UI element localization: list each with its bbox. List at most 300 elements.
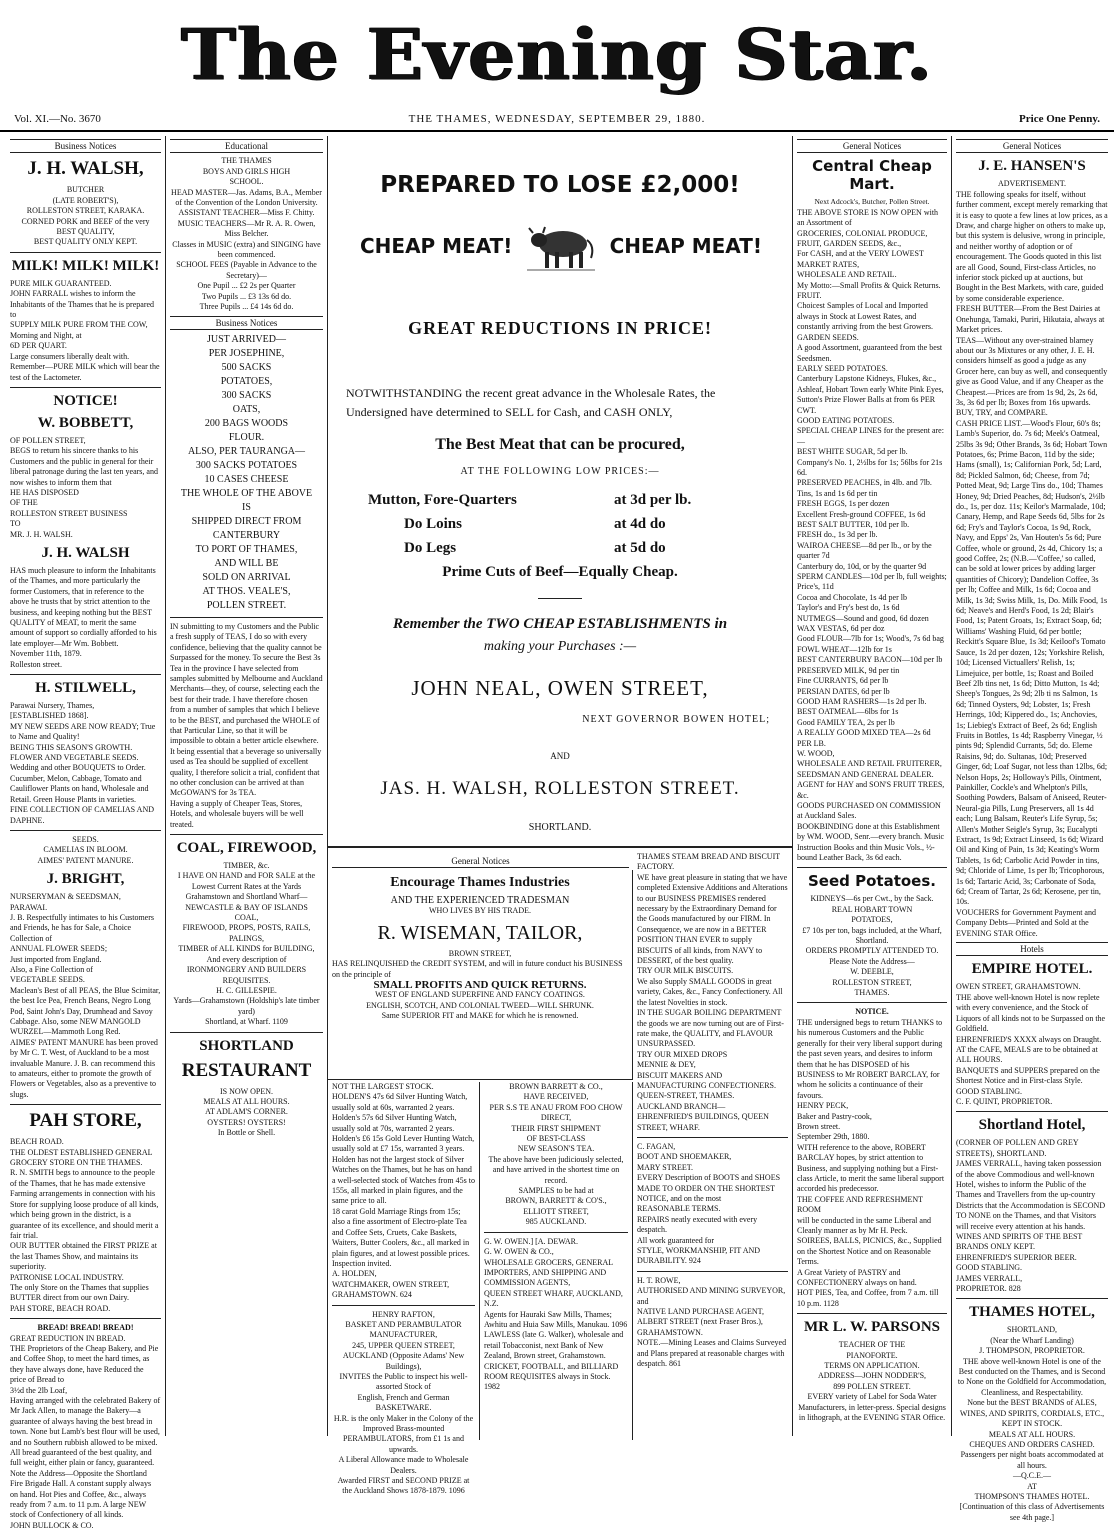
- cheap-meat-right: CHEAP MEAT!: [609, 234, 762, 258]
- ad-text-line: NATIVE LAND PURCHASE AGENT,: [637, 1307, 764, 1317]
- ad-text-line: PER S.S TE ANAU FROM FOO CHOW DIRECT,: [489, 1102, 623, 1123]
- ad-line: HAS RELINQUISHED the CREDIT SYSTEM, and will in future conduct his BUSINESS on the principle of: [332, 959, 623, 979]
- ad-title: PAH STORE,: [29, 1110, 142, 1132]
- ad-text-line: GOOD STABLING.: [956, 1263, 1023, 1273]
- ad-text-line: COAL,: [234, 913, 259, 923]
- holden-rafton: [328, 1082, 480, 1496]
- ad-text-line: 18 carat Gold Marriage Rings from 15s; also a fine assortment of Electro-plate Tea and Coffee Sets, Cruets, Cake Baskets, Waiters, Butter Coolers, &c., all marked in plain figures, and at lowest possible prices. Inspection invited.: [332, 1206, 470, 1268]
- ad-text-line: Morning and Night, at: [10, 330, 82, 340]
- ad-text-line: WHOLESALE GROCERS, GENERAL IMPORTERS, AND SHIPPING AND COMMISSION AGENTS,: [484, 1257, 613, 1288]
- ad-text-line: NEW SEASON'S TEA.: [517, 1144, 595, 1154]
- ad-text-line: OF BEST-CLASS: [526, 1134, 586, 1144]
- ad-text-line: JAMES VERRALL, having taken possession of the above Commodious and well-known Hotel, wishes to inform the Public of the Thames and Travellers from the up-country Districts that the Accommodation is SECOND TO NONE on the Thames, and that Visitors will receive every attention at his hands.: [956, 1159, 1106, 1231]
- ad-text-line: Passengers per night boats accommodated at all hours.: [960, 1450, 1104, 1470]
- ad-text-line: THE COFFEE AND REFRESHMENT ROOM: [797, 1194, 923, 1215]
- ad-text-line: CORNED PORK and BEEF of the very: [21, 216, 150, 226]
- ad-text-line: IN THE SUGAR BOILING DEPARTMENT the goods we are now turning out are of First-rate make, the QUALITY, and FLAVOUR UNSURPASSED.: [637, 1008, 784, 1049]
- ad-text-line: PRESERVED PEACHES, in 4lb. and 7lb. Tins, 1s and 1s 6d per tin: [797, 478, 932, 498]
- ad-text-line: PIANOFORTE.: [846, 1350, 898, 1360]
- ad-text-line: BEST QUALITY,: [56, 227, 115, 237]
- ad-title: NOTICE!: [53, 392, 118, 409]
- ad-text-line: BEING THIS SEASON'S GROWTH.: [10, 742, 133, 752]
- ad-text-line: J. THOMPSON, PROPRIETOR.: [979, 1346, 1085, 1356]
- ad-text-line: EVERY variety of Label for Soda Water Manufacturers, in letter-press. Special designs in lithograph, at the EVENING STAR Office.: [798, 1392, 946, 1423]
- ad-text-line: HAS much pleasure to inform the Inhabitants of the Thames, and more particularly the former Customers, that in reference to the above he trusts that by strict attention to the business, and keeping nothing but the BEST QUALITY of MEAT, to merit the same amount of support so cordially afforded to his late employer—Mr Wm. Bobbett.: [10, 565, 157, 648]
- ad-text-line: SCHOOL.: [229, 177, 264, 187]
- ad-text-line: REPAIRS neatly executed with every despatch.: [637, 1214, 758, 1235]
- ad-body: [10, 835, 161, 866]
- jas-walsh: JAS. H. WALSH, ROLLESTON STREET.: [380, 778, 740, 799]
- ad-text-line: Taylor's and Fry's best do, 1s 6d: [797, 603, 900, 613]
- column-general-notices-1: [792, 136, 952, 1436]
- ad-line: WHO LIVES BY HIS TRADE.: [429, 906, 531, 916]
- prices-intro: AT THE FOLLOWING LOW PRICES:—: [460, 466, 660, 477]
- ad-text-line: QUEEN-STREET, THAMES.: [637, 1091, 735, 1101]
- ad-text-line: None but the BEST BRANDS of ALES, WINES, AND SPIRITS, CORDIALS, ETC., KEPT IN STOCK.: [959, 1398, 1105, 1429]
- ad-text-line: FOWL WHEAT—12lb for 1s: [797, 644, 892, 654]
- ad-text-line: [Continuation of this class of Advertisements see 4th page.]: [959, 1502, 1105, 1522]
- ad-text-line: NOT THE LARGEST STOCK.: [332, 1082, 434, 1091]
- ad-text-line: Canterbury do, 10d, or by the quarter 9d: [797, 561, 927, 571]
- ad-text-line: THE WHOLE OF THE ABOVE: [180, 487, 313, 499]
- ad-title: MR L. W. PARSONS: [804, 1319, 940, 1336]
- ad-text-line: TERMS ON APPLICATION.: [824, 1361, 920, 1371]
- ad-title: THAMES HOTEL,: [969, 1304, 1095, 1321]
- ad-text-line: GROCERIES, COLONIAL PRODUCE, FRUIT, GARDEN SEEDS, &c.,: [797, 228, 928, 249]
- ad-text-line: £7 10s per ton, bags included, at the Wharf, Shortland.: [802, 925, 942, 946]
- price: Price One Penny.: [1019, 113, 1100, 125]
- ad-text-line: NOTE.—Mining Leases and Claims Surveyed and Plans prepared at reasonable charges with despatch. 861: [637, 1338, 787, 1369]
- ad-body: [637, 1276, 788, 1370]
- ad-text-line: FRESH EGGS, 1s per dozen: [797, 499, 890, 509]
- ad-title: Seed Potatoes.: [808, 872, 936, 891]
- section-heading: Hotels: [956, 942, 1108, 956]
- ad-text-line: IS: [242, 501, 251, 513]
- section-heading: General Notices: [797, 139, 947, 153]
- ad-text-line: (Near the Wharf Landing): [990, 1335, 1074, 1345]
- ad-text-line: In Bottle or Shell.: [217, 1128, 276, 1138]
- ad-text-line: HENRY RAFTON,: [372, 1309, 435, 1319]
- section-heading: Educational: [170, 139, 323, 153]
- ad-text-line: BOOKBINDING done at this Establishment by WM. WOOD, Senr.—every branch. Music Instruction Books and thin Music Vols., ½-bound Leather Back, 3s 6d each.: [797, 821, 945, 862]
- ad-text-line: SHIPPED DIRECT FROM: [191, 515, 302, 527]
- ad-title: Central Cheap Mart.: [812, 157, 932, 194]
- ad-text-line: SCHOOL FEES (Payable in Advance to the Secretary)—: [176, 260, 317, 280]
- ad-text-line: OYSTERS! OYSTERS!: [207, 1117, 286, 1127]
- ad-body: [956, 1325, 1108, 1523]
- ad-text-line: W. DEEBLE,: [850, 967, 894, 977]
- ad-text-line: ANNUAL FLOWER SEEDS;: [10, 944, 108, 954]
- ad-body: [332, 1082, 475, 1301]
- ad-text-line: HOLDEN'S 47s 6d Silver Hunting Watch, usually sold at 60s, warranted 2 years. Holden's 57s 6d Silver Hunting Watch, usually sold at 70s, warranted 2 years. Holden's £6 15s Gold Lever Hunting Watch, usually sold at £7 15s, warranted 3 years.: [332, 1092, 475, 1154]
- ad-text-line: AT: [1027, 1481, 1037, 1491]
- ad-text-line: Baker and Pastry-cook,: [797, 1111, 872, 1121]
- ad-text-line: BOOT AND SHOEMAKER,: [637, 1152, 732, 1162]
- ad-text-line: MADE TO ORDER ON THE SHORTEST NOTICE, and on the most: [637, 1183, 775, 1203]
- and-text: AND: [550, 751, 570, 761]
- ad-title: R. WISEMAN, TAILOR,: [377, 921, 583, 944]
- ad-text-line: TO: [10, 519, 21, 529]
- ad-text-line: ASSISTANT TEACHER—Miss F. Chitty.: [178, 208, 315, 218]
- ad-text-line: POLLEN STREET.: [206, 599, 287, 611]
- ad-title: J. E. HANSEN'S: [978, 158, 1086, 175]
- ad-text-line: AT THOS. VEALE'S,: [202, 585, 291, 597]
- ad-body: [332, 1310, 475, 1497]
- ad-text-line: THEIR FIRST SHIPMENT: [511, 1123, 601, 1133]
- biscuit-fagan-rowe: [633, 852, 792, 1440]
- ad-text-line: OUR BUTTER obtained the FIRST PRIZE at the last Thames Show, and maintains its superiority.: [10, 1241, 157, 1272]
- ad-text-line: AT the CAFE, MEALS are to be obtained at ALL HOURS.: [956, 1044, 1098, 1065]
- ad-text-line: 200 BAGS WOODS: [204, 417, 289, 429]
- ad-text-line: GOOD STABLING.: [956, 1086, 1023, 1096]
- ad-text-line: AUTHORISED AND MINING SURVEYOR, and: [637, 1286, 786, 1306]
- ad-text-line: ADDRESS—JOHN NODDER'S,: [817, 1371, 927, 1381]
- ad-text-line: 899 POLLEN STREET.: [833, 1381, 911, 1391]
- ad-text-line: Also, a Fine Collection of: [10, 964, 93, 974]
- ad-text-line: AUCKLAND BRANCH—: [637, 1101, 726, 1111]
- ad-text-line: SOIREES, BALLS, PICNICS, &c., Supplied on the Shortest Notice and on Reasonable Terms.: [797, 1236, 942, 1267]
- ad-text-line: BEST QUALITY ONLY KEPT.: [33, 237, 138, 247]
- ad-text-line: A good Assortment, guaranteed from the best Seedsmen.: [797, 343, 943, 363]
- ad-body: [10, 1137, 161, 1314]
- issue-date: THE THAMES, WEDNESDAY, SEPTEMBER 29, 1880.: [408, 113, 706, 125]
- ad-text-line: BISCUIT MAKERS AND MANUFACTURING CONFECTIONERS.: [637, 1070, 776, 1090]
- ad-text-line: STYLE, WORKMANSHIP, FIT AND DURABILITY. 924: [637, 1246, 761, 1266]
- ad-text-line: One Pupil ... £2 2s per Quarter: [197, 281, 296, 291]
- ad-text-line: EARLY SEED POTATOES.: [797, 363, 888, 373]
- ad-text-line: JAMES VERRALL,: [956, 1273, 1023, 1283]
- ad-text-line: Just imported from England.: [10, 954, 102, 964]
- ad-body: [797, 208, 947, 864]
- ad-title: MILK! MILK! MILK!: [11, 257, 160, 274]
- ad-body: [10, 566, 161, 670]
- next-hotel: NEXT GOVERNOR BOWEN HOTEL;: [582, 714, 770, 725]
- masthead-title: The Evening Star.: [181, 14, 933, 96]
- price-item: Mutton, Fore-Quarters: [368, 492, 517, 508]
- ad-text-line: FIREWOOD, PROPS, POSTS, RAILS,: [182, 923, 311, 933]
- ad-text-line: EHRENFRIED'S SUPERIOR BEER.: [956, 1252, 1077, 1262]
- barrett-owen: [480, 1082, 633, 1440]
- ad-text-line: Choicest Samples of Local and Imported always in Stock at Lowest Rates, and constantly arriving from the best Growers.: [797, 301, 933, 332]
- ad-text-line: OATS,: [232, 403, 261, 415]
- ad-text-line: GREAT REDUCTION IN BREAD.: [10, 1333, 126, 1343]
- ad-line: ENGLISH, SCOTCH, AND COLONIAL TWEED—WILL SHRUNK.: [366, 1000, 594, 1010]
- ad-text-line: AGENT for HAY and SON'S FRUIT TREES, &c.: [797, 780, 945, 800]
- ad-text-line: GOOD HAM RASHERS—1s 2d per lb.: [797, 696, 927, 706]
- ad-text-line: We also Supply SMALL GOODS in great variety, Cakes, &c., Fancy Confectionery. All the latest Novelties in stock.: [637, 976, 783, 1007]
- ad-text-line: A REALLY GOOD MIXED TEA—2s 6d PER LB.: [797, 728, 931, 748]
- ad-body: [956, 190, 1108, 939]
- ad-text-line: FRUIT.: [797, 291, 822, 301]
- ad-text-line: 985 AUCKLAND.: [525, 1217, 587, 1227]
- ad-text-line: 6D PER QUART.: [10, 341, 67, 351]
- ad-text-line: For CASH, and at the VERY LOWEST MARKET RATES,: [797, 249, 924, 269]
- ad-body: [10, 1334, 161, 1531]
- ad-text-line: THOMPSON'S THAMES HOTEL.: [974, 1491, 1090, 1501]
- ad-text-line: IS NOW OPEN.: [220, 1086, 273, 1096]
- ad-title: NOTICE.: [855, 1007, 889, 1017]
- ad-text-line: 300 SACKS POTATOES: [195, 459, 298, 471]
- ad-text-line: Rolleston street.: [10, 659, 62, 669]
- ad-text-line: And every description of: [206, 954, 287, 964]
- ad-text-line: NURSERYMAN & SEEDSMAN,: [10, 892, 121, 902]
- ad-text-line: I HAVE ON HAND and FOR SALE at the Lowest Current Rates at the Yards Grahamstown and Shortland Wharf—: [177, 871, 316, 902]
- ad-text-line: PARAWAI.: [10, 902, 48, 912]
- ad-text-line: (CORNER OF POLLEN AND GREY STREETS), SHORTLAND.: [956, 1138, 1079, 1158]
- ad-text-line: It being essential that a beverage so universally used as Tea should be supplied of excellent quality, I therefore solicit a trial, confident that no other conclusion can be arrived at than: [170, 746, 322, 787]
- ad-text-line: FRESH BUTTER—From the Best Dairies at Onehunga, Tamaki, Puriri, Hikutaia, always at Market prices.: [956, 304, 1105, 335]
- ad-body: [170, 861, 323, 1028]
- ad-title: W. BOBBETT,: [37, 414, 134, 431]
- ad-title: EMPIRE HOTEL.: [971, 961, 1093, 978]
- ad-text-line: 245, UPPER QUEEN STREET, AUCKLAND (Opposite Adams' New Buildings),: [342, 1340, 465, 1371]
- ad-text-line: 3½d the 2lb Loaf,: [10, 1385, 68, 1395]
- price-value: at 4d do: [614, 516, 666, 532]
- ad-text-line: ORDERS PROMPTLY ATTENDED TO.: [805, 946, 939, 956]
- ad-text-line: BASKETWARE.: [375, 1403, 432, 1413]
- ad-text-line: WINES AND SPIRITS OF THE BEST BRANDS ONLY KEPT.: [956, 1232, 1083, 1252]
- cheap-meat-row: [328, 212, 792, 282]
- ad-text-line: H. C. GILLESPIE.: [216, 985, 277, 995]
- ad-text-line: The only Store on the Thames that supplies BUTTER direct from our own Dairy.: [10, 1282, 149, 1303]
- ad-text-line: WATCHMAKER, OWEN STREET, GRAHAMSTOWN. 624: [332, 1279, 450, 1300]
- ad-text-line: TO PORT OF THAMES,: [195, 543, 298, 555]
- ad-text-line: BUTCHER: [66, 185, 105, 195]
- ad-text-line: SAMPLES to be had at: [518, 1186, 594, 1196]
- ad-text-line: Fine CURRANTS, 6d per lb: [797, 676, 889, 686]
- ad-body: [170, 333, 323, 613]
- ad-text-line: AND WILL BE: [214, 557, 279, 569]
- ad-text-line: SPERM CANDLES—10d per lb, full weights; Price's, 11d: [797, 572, 947, 592]
- ad-text-line: [ESTABLISHED 1868].: [10, 711, 89, 721]
- ad-line: BROWN STREET,: [448, 948, 512, 958]
- ad-body: [170, 1087, 323, 1139]
- ad-text-line: FLOWER AND VEGETABLE SEEDS.: [10, 753, 139, 763]
- ad-text-line: BEGS to return his sincere thanks to his Customers and the public in general for their liberal patronage during the last ten years, and now wishes to inform them that: [10, 446, 158, 487]
- ad-text-line: JOHN FARRALL wishes to inform the Inhabitants of the Thames that he is prepared to: [10, 289, 155, 320]
- ad-body: [10, 701, 161, 826]
- ad-text-line: Large consumers liberally dealt with.: [10, 351, 130, 361]
- ad-text-line: TEACHER OF THE: [838, 1340, 906, 1350]
- ad-body: [637, 1142, 788, 1267]
- ad-text-line: Cocoa and Chocolate, 1s 4d per lb: [797, 592, 907, 602]
- ad-text-line: IRONMONGERY AND BUILDERS: [186, 965, 307, 975]
- ad-text-line: LAWLESS (late G. Walker), wholesale and retail Tobacconist, next Bank of New Zealand, Brown street, Grahamstown. CRICKET, FOOTBALL, and BILLIARD ROOM REQUISITES always in Stock. 1982: [484, 1330, 624, 1392]
- ad-text-line: R. N. SMITH begs to announce to the people of the Thames, that he has made extensive Farming arrangements in connection with his Store for supplying loose produce of all kinds, which being grown in the district, is a guarantee of its excellence, and should merit a fair trial.: [10, 1168, 159, 1240]
- ad-text-line: BEST OATMEAL—6lbs for 1s: [797, 707, 899, 717]
- price-item: Do Loins: [404, 516, 462, 532]
- ad-title: J. H. WALSH: [41, 544, 130, 561]
- ad-text-line: SEEDS.: [72, 834, 99, 844]
- ad-body: [10, 892, 161, 1100]
- ad-text-line: ROLLESTON STREET, KARAKA.: [26, 206, 145, 216]
- ad-text-line: CASH PRICE LIST.—Wood's Flour, 60's 8s; Lamb's Superior, do. 7s 6d; Meek's Oatmeal, 25lbs 3s 9d; Other Brands, 3s 6d; Hobart Town Potatoes, 6s; Prime Bacon, 11d by the side; Hams (small), 1s; Californian Pork, 5d; Lard, 8d; Pickled Salmon, 6d; Cheese, from 7d; Potted Meat, 9d; Large Tins do., 10d; Thames Honey, 9d; Dried Peaches, 8d; Hudson's, 2½lb do., 1s, per doz. 11s; Keilor's Marmalade, 10d; Canary, Hemp, and Rape Seeds 6d, 5lbs for 2s 6d; Fry's and Taylor's Cocoa, 1s 9d, Rock, Navy, and Epps' 2s, Van Houten's 5s 6d; Pure Coffee, whole or ground, 2s 4d, Chicory 1s; a good Coffee, 2s; (N.B.—'Coffee,' so called, can be sold at lower prices by adding larger quantities of Chicory); Dandelion Coffee, 3s per lb; Coffee and Milk, 1s 6d; Cocoa and Milk, 1s 3d; Swiss Milk, 1s, Do. Milk Food, 1s 6d; Neave's and Herd's Food, 1s 2d; Blair's Food, 1s; Patent Groats, 1s; Extract Soap, 6d; Williams' Washing Fluid, 6d per bottle; Reckitt's Square Blue, 1s 3d; Keiloof's Tomato Sauce, 1s 2d per dozen, 12s; Yorkshire Relish, 10d; Licensed Victuallers' Relish, 1s; Limejuice, per bottle, 1s; Roast and Boiled Beef 2lb tins net, 1s 6d; Ditto Mutton, 1s 4d; Sheep's Tongues, 2s 9d; 2lb ti ns Salmon, 1s 6d; Tinned Oysters, 9d; Lobster, 1s; Fresh Herrings, 10d; Kippered do., 1s; Anchovies, 1s; Liebieg's Extract of Beef, 2s 6d; English Fruits in Bottles, 1s 4d; Raspberry Vinegar, ½ pints 9d; Splendid Currants, 5d; do. Eleme Raisins, 9d; do. Sultanas, 10d; Preserved Ginger, 6d; Loaf Sugar, not less than 12lbs, 6d; Nelson Hops, 2s; Holloway's Pills, Ointment, Painkiller, Cockle's and Whelpton's Pills, Soothing Powders, Balsam of Aniseed, Reuter-Neural-gia Pills, Lung Preservers, all 1s 4d each; Lung Balsam, Reuter's Life Syrup, 5s; Allen's Mother Seigle's Syrup, 3s; Eucalypti Extract, 1s 9d; Extract Linseed, 1s 6d; Wizard Oil and King of Pain, 1s 3d; Keating's Worm Tablets, 1s 6d; Carbolic Acid Powder in tins, 9d; Chloride of Lime, 1s per lb; Tricophorous, 1s 6d; Tartaric Acid, 3s; Carbonate of Soda, 6d; Cream of Tartar, 2s 6d; Kerosene, per tin, 10s.: [956, 418, 1108, 907]
- price-value: at 3d per lb.: [614, 492, 692, 508]
- ad-text-line: ELLIOTT STREET,: [523, 1206, 589, 1216]
- prime-cuts: Prime Cuts of Beef—Equally Cheap.: [442, 564, 678, 580]
- ad-text-line: MEALS AT ALL HOURS.: [988, 1429, 1076, 1439]
- ad-text-line: PAH STORE, BEACH ROAD.: [10, 1303, 111, 1313]
- ad-text-line: CAMELIAS IN BLOOM.: [43, 845, 128, 855]
- ad-text-line: CANTERBURY: [212, 529, 281, 541]
- ad-text-line: THE above well-known Hotel is one of the Best conducted on the Thames, and is Second to None on the Goldfield for Accommodation, Cleanliness, and Respectability.: [957, 1356, 1107, 1397]
- ad-text-line: BROWN, BARRETT & CO'S.,: [505, 1196, 607, 1206]
- ad-text-line: PURE MILK GUARANTEED.: [10, 278, 112, 288]
- ad-text-line: REAL HOBART TOWN: [831, 904, 913, 914]
- ad-text-line: G. W. OWEN.] [A. DEWAR.: [484, 1236, 578, 1246]
- ad-text-line: MUSIC TEACHERS—Mr R. A. R. Owen, Miss Belcher.: [177, 218, 316, 239]
- ad-text-line: WE have great pleasure in stating that we have completed Extensive Additions and Alterations to our BUSINESS PREMISES rendered necessary by the Extraordinary Demand for the Goods manufactured by our FIRM. In Consequence, we are now in a BETTER POSITION THAN EVER to supply BISCUITS of all kinds, from NAVY to DESSERT, of the best quality.: [637, 872, 788, 966]
- ad-text-line: REASONABLE TERMS.: [637, 1204, 721, 1214]
- ad-text-line: OWEN STREET, GRAHAMSTOWN.: [956, 982, 1081, 992]
- ad-body: [170, 156, 323, 312]
- ad-text-line: REQUISITES.: [222, 975, 271, 985]
- ad-text-line: AT ADLAM'S CORNER.: [205, 1107, 288, 1117]
- ad-text-line: SHORTLAND,: [1007, 1325, 1057, 1335]
- ad-text-line: VOUCHERS for Government Payment and Company Debts—Printed and Sold at the EVENING STAR Office.: [956, 907, 1096, 938]
- ad-text-line: J. B. Respectfully intimates to his Customers and Friends, he has for Sale, a Choice Collection of: [10, 912, 154, 943]
- ad-text-line: MENNIE & DEY,: [637, 1060, 696, 1070]
- ad-text-line: AIMES' PATENT MANURE has been proved by Mr C. T. West, of Auckland to be a most invaluable Manure. J. B. can recommend this to amateurs, either to promote the growth of Flowers or Vegetables, also as a preventive to slugs.: [10, 1037, 158, 1099]
- ad-text-line: 10 CASES CHEESE: [204, 473, 289, 485]
- ad-text-line: ALBERT STREET (next Fraser Bros.), GRAHAMSTOWN.: [637, 1317, 763, 1337]
- ad-text-line: THE following speaks for itself, without further comment, except merely remarking that it is easy to quote a few lines at low prices, as a Draw, and charge higher on others to make up, but this system is delusive, wrong in principle, and neither worthy of adoption or of encouragement. The Goods quoted in this list are all Good, Sound, First-class Articles, no inferior stock picked up at auctions, but Bought in the Best Markets, with care, guided by some considerable experience.: [956, 189, 1108, 303]
- ad-text-line: G. W. OWEN & CO.,: [484, 1247, 554, 1257]
- ad-text-line: Wedding and other BOUQUETS to Order.: [10, 763, 146, 773]
- ad-text-line: MR. J. H. WALSH.: [10, 529, 73, 539]
- ad-text-line: ROLLESTON STREET,: [832, 977, 912, 987]
- ad-title: Encourage Thames Industries: [390, 875, 570, 890]
- ad-text-line: THE ABOVE STORE IS NOW OPEN with an Assortment of: [797, 207, 939, 228]
- ad-text-line: BOYS AND GIRLS HIGH: [202, 166, 291, 176]
- ad-text-line: —Q.C.E.—: [1013, 1471, 1051, 1481]
- column-educational: [166, 136, 328, 1436]
- ad-text-line: ALSO, PER TAURANGA—: [187, 445, 306, 457]
- ad-text-line: INVITES the Public to inspect his well-assorted Stock of: [339, 1371, 468, 1392]
- ad-text-line: C. F. QUINT, PROPRIETOR.: [956, 1096, 1053, 1106]
- ad-line: SMALL PROFITS AND QUICK RETURNS.: [373, 979, 587, 992]
- ad-line: ADVERTISEMENT.: [997, 179, 1067, 189]
- ad-text-line: HENRY PECK,: [797, 1101, 849, 1111]
- ad-text-line: Holden has not the largest stock of Silver Watches on the Thames, but he has on hand a well-selected stock of Watches from 45s to 155s, all marked in plain figures, and the same price to all.: [332, 1154, 475, 1206]
- ad-text-line: MARY STREET.: [637, 1162, 694, 1172]
- ad-title: RESTAURANT: [181, 1059, 312, 1081]
- making-line: making your Purchases :—: [483, 639, 637, 654]
- ad-text-line: THAMES STEAM BREAD AND BISCUIT FACTORY.: [637, 852, 780, 872]
- shortland: SHORTLAND.: [528, 822, 592, 833]
- ad-text-line: Good FAMILY TEA, 2s per lb: [797, 717, 895, 727]
- ad-text-line: HEAD MASTER—Jas. Adams, B.A., Member of the Convention of the London University.: [171, 187, 322, 208]
- ad-title: Shortland Hotel,: [978, 1117, 1086, 1134]
- ad-text-line: September 29th, 1880.: [797, 1132, 870, 1142]
- ad-text-line: 500 SACKS: [221, 361, 272, 373]
- ad-text-line: EHRENFRIED'S BUILDINGS, QUEEN STREET, WHARF.: [637, 1112, 769, 1132]
- ad-text-line: BEST SALT BUTTER, 10d per lb.: [797, 520, 910, 529]
- ad-text-line: THE undersigned begs to return THANKS to his numerous Customers and the Public generally for their very liberal support during the past seven years, and desires to inform them that he has DISPOSED of his BUSINESS to Mr ROBERT BARCLAY, for whom he solicits a continuance of their favours.: [797, 1017, 943, 1100]
- wiseman-ad: [328, 870, 633, 1080]
- ad-text-line: Company's No. 1, 2½lbs for 1s; 56lbs for 21s 6d.: [797, 457, 943, 477]
- main-body: NOTWITHSTANDING the recent great advance in the Wholesale Rates, the Undersigned have determined to SELL for Cash, and CASH ONLY,: [346, 386, 716, 419]
- ad-text-line: English, French and German: [357, 1392, 450, 1402]
- ad-text-line: SPECIAL CHEAP LINES for the present are:—: [797, 426, 944, 446]
- cheap-meat-left: CHEAP MEAT!: [360, 234, 513, 258]
- ad-text-line: The above have been judiciously selected, and have arrived in the shortest time on record.: [488, 1154, 624, 1185]
- ad-text-line: FLOUR.: [228, 431, 265, 443]
- ad-text-line: PERSIAN DATES, 6d per lb: [797, 686, 890, 696]
- ad-text-line: Having arranged with the celebrated Bakery of Mr Jack Allen, to manage the Bakery—a guarantee of always having the best bread in town. None but Lamb's best flour will be used, and no Southern rubbish allowed to be mixed. All bread guaranteed of the best quality, and full weight, either plain or fancy, guaranteed. Note the Address—Opposite the Shortland Fire Brigade Hall. A constant supply always on hand. Hot Pies and Coffee, &c., always ready from 7 a.m. to 11 p.m. A large NEW stock of Confectionery of all kinds.: [10, 1396, 161, 1520]
- ad-text-line: JUST ARRIVED—: [207, 333, 286, 345]
- ad-title: BREAD! BREAD! BREAD!: [37, 1323, 134, 1333]
- ad-text-line: VEGETABLE SEEDS.: [10, 975, 85, 985]
- ad-line: Same SUPERIOR FIT and MAKE for which he is renowned.: [381, 1011, 579, 1021]
- ad-text-line: 300 SACKS: [221, 389, 272, 401]
- ad-text-line: A. HOLDEN,: [332, 1269, 377, 1279]
- ad-text-line: POTATOES,: [220, 375, 273, 387]
- ad-text-line: NEWCASTLE & BAY OF ISLANDS: [185, 902, 308, 912]
- ad-text-line: McGOWAN'S for 3s TEA.: [170, 788, 257, 798]
- best-meat: The Best Meat that can be procured,: [435, 436, 685, 453]
- ad-text-line: Agents for Hauraki Saw Mills, Thames; Awhitu and Huia Saw Mills, Manukau. 1096: [484, 1309, 628, 1329]
- remember-line: Remember the TWO CHEAP ESTABLISHMENTS in: [392, 616, 728, 632]
- ad-body: [10, 185, 161, 247]
- ad-text-line: QUEEN STREET WHARF, AUCKLAND, N.Z.: [484, 1288, 623, 1309]
- ad-body: [484, 1082, 628, 1228]
- ad-text-line: TIMBER, &c.: [223, 861, 270, 871]
- ad-text-line: THE THAMES: [221, 156, 272, 166]
- ad-text-line: (LATE ROBERT'S),: [52, 195, 119, 205]
- ad-text-line: WHOLESALE AND RETAIL FRUITERER, SEEDSMAN AND GENERAL DEALER.: [797, 759, 942, 779]
- price-item: Do Legs: [404, 540, 457, 556]
- ad-text-line: BEST WHITE SUGAR, 5d per lb.: [797, 447, 908, 457]
- ad-body: [10, 279, 161, 383]
- ad-text-line: Canterbury Lapstone Kidneys, Flukes, &c., Ashleaf, Hobart Town early White Pink Eyes, Sutton's Prize Flower Balls at from 6s PER CWT.: [797, 374, 944, 415]
- ad-text-line: THAMES.: [854, 988, 890, 998]
- column-general-notices-2: [952, 136, 1112, 1522]
- volume-number: Vol. XI.—No. 3670: [14, 113, 101, 125]
- ad-body: [637, 852, 788, 1133]
- ad-text-line: A Liberal Allowance made to Wholesale Dealers.: [338, 1455, 469, 1475]
- ad-text-line: JOHN BULLOCK & CO.: [10, 1520, 94, 1530]
- ad-text-line: TRY OUR MILK BISCUITS.: [637, 966, 734, 976]
- bull-icon: [525, 218, 597, 274]
- ad-text-line: FRESH do., 1s 3d per lb.: [797, 530, 878, 540]
- ad-body: [797, 1018, 947, 1309]
- column-business-notices-1: [6, 136, 166, 1530]
- ad-text-line: November 11th, 1879.: [10, 649, 82, 659]
- ad-text-line: BEST CANTERBURY BACON—10d per lb: [797, 655, 943, 665]
- ad-text-line: PER JOSEPHINE,: [208, 347, 285, 359]
- ad-text-line: TRY OUR MIXED DROPS: [637, 1049, 728, 1059]
- ad-text-line: Yards—Grahamstown (Holdship's late timber yard): [173, 996, 320, 1016]
- ad-text-line: MEALS AT ALL HOURS.: [203, 1096, 290, 1106]
- ad-text-line: PALINGS,: [228, 933, 265, 943]
- masthead: [0, 0, 1114, 110]
- ad-text-line: IN submitting to my Customers and the Public a fresh supply of TEAS, I do so with every confidence, believing that the quality cannot be Surpassed for the money. To secure the Best 3s Tea in the province I have selected from samples submitted by Melbourne and Auckland Merchants—they, of course, selecting each the best for their trade. I have therefore chosen from a number of samples that which I believe to be the BEST, and purchased the WHOLE of that Particular Line, so that it will be impossible to obtain a better article elsewhere.: [170, 621, 323, 746]
- ad-text-line: CHEQUES AND ORDERS CASHED.: [969, 1439, 1095, 1449]
- ad-text-line: WAX VESTAS, 6d per doz: [797, 624, 885, 634]
- ad-text-line: BANQUETS and SUPPERS prepared on the Shortest Notice and in First-class Style.: [956, 1065, 1100, 1086]
- headline: PREPARED TO LOSE £2,000!: [380, 172, 740, 198]
- ad-text-line: PATRONISE LOCAL INDUSTRY.: [10, 1272, 124, 1282]
- ad-text-line: OF THE: [10, 498, 38, 508]
- reductions-heading: GREAT REDUCTIONS IN PRICE!: [408, 318, 712, 338]
- section-heading: Business Notices: [10, 139, 161, 153]
- ad-text-line: will be conducted in the same Liberal and Cleanly manner as by Mr H. Peck.: [797, 1215, 931, 1235]
- ad-body: [484, 1237, 628, 1393]
- ad-line: WEST OF ENGLAND SUPERFINE AND FANCY COATINGS.: [375, 990, 585, 1000]
- ad-text-line: Good FLOUR—7lb for 1s; Wood's, 7s 6d bag: [797, 634, 944, 644]
- ad-text-line: Cucumber, Melon, Cabbage, Tomato and Cauliflower Plants on hand, Wholesale and Retail. Green House Plants in varieties.: [10, 773, 149, 804]
